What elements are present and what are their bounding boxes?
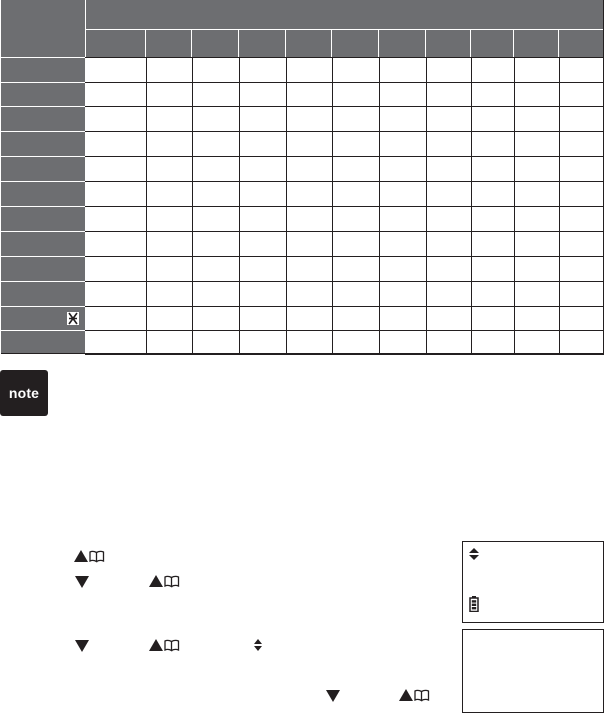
table-cell — [239, 307, 285, 330]
note-label: note — [8, 385, 40, 401]
table-cell — [514, 207, 558, 231]
down-arrow-icon — [74, 575, 90, 589]
table-cell — [514, 83, 558, 106]
table-cell — [239, 257, 285, 281]
table-cell — [471, 83, 513, 106]
table-cell — [146, 132, 191, 156]
table-cell — [332, 157, 378, 181]
table-cell — [286, 207, 331, 231]
table-cell — [86, 58, 145, 82]
table-cell — [86, 232, 145, 256]
table-cell — [192, 207, 238, 231]
table-subheader-row — [86, 30, 604, 57]
table-cell — [426, 331, 470, 354]
table-subheader-divider — [558, 30, 559, 57]
table-cell — [471, 58, 513, 82]
table-cell — [192, 331, 238, 354]
table-row-header — [1, 157, 85, 181]
table-cell — [286, 83, 331, 106]
table-cell — [239, 58, 285, 82]
table-cell — [86, 157, 145, 181]
up-down-scroll-icon — [253, 638, 263, 652]
table-corner-header — [1, 0, 85, 57]
up-arrow-phonebook-icon — [148, 574, 180, 588]
table-row-divider — [85, 131, 604, 132]
table-row-divider — [85, 82, 604, 83]
table-cell — [86, 182, 145, 206]
table-cell — [426, 257, 470, 281]
down-arrow-icon — [74, 639, 90, 653]
table-cell — [239, 331, 285, 354]
table-cell — [379, 331, 425, 354]
table-row-divider — [85, 330, 604, 331]
table-cell — [86, 107, 145, 131]
table-bottom-border — [1, 353, 604, 354]
table-cell — [426, 182, 470, 206]
table-subheader-divider — [238, 30, 239, 57]
table-cell — [146, 83, 191, 106]
table-cell — [239, 107, 285, 131]
table-cell — [379, 257, 425, 281]
table-cell — [286, 307, 331, 330]
table-cell — [379, 132, 425, 156]
table-cell — [239, 282, 285, 306]
table-row-divider — [85, 306, 604, 307]
table-cell — [426, 282, 470, 306]
up-arrow-phonebook-icon — [73, 549, 105, 563]
table-cell — [286, 157, 331, 181]
table-cell — [286, 182, 331, 206]
table-cell — [146, 232, 191, 256]
table-cell — [86, 331, 145, 354]
table-cell — [514, 282, 558, 306]
table-row-header-star — [1, 307, 85, 330]
star-key-icon — [67, 312, 79, 325]
table-cell — [286, 257, 331, 281]
table-cell — [514, 157, 558, 181]
table-cell — [514, 331, 558, 354]
down-arrow-icon — [325, 689, 341, 703]
table-row-divider — [85, 156, 604, 157]
table-cell — [426, 107, 470, 131]
table-cell — [192, 157, 238, 181]
table-cell — [379, 83, 425, 106]
table-cell — [559, 282, 604, 306]
table-cell — [192, 282, 238, 306]
table-cell — [559, 182, 604, 206]
table-cell — [332, 182, 378, 206]
table-subheader-divider — [513, 30, 514, 57]
table-cell — [332, 107, 378, 131]
table-cell — [192, 307, 238, 330]
table-cell — [286, 331, 331, 354]
table-row-header — [1, 282, 85, 306]
table-cell — [379, 107, 425, 131]
up-arrow-phonebook-icon — [398, 688, 430, 702]
table-cell — [471, 132, 513, 156]
table-subheader-divider — [145, 30, 146, 57]
table-row-header — [1, 207, 85, 231]
table-cell — [146, 157, 191, 181]
table-cell — [379, 157, 425, 181]
table-cell — [426, 232, 470, 256]
table-row-divider — [85, 106, 604, 107]
table-cell — [471, 107, 513, 131]
table-cell — [514, 307, 558, 330]
character-table — [1, 0, 604, 354]
table-merged-header — [86, 0, 604, 29]
table-cell — [192, 132, 238, 156]
table-cell — [146, 331, 191, 354]
table-row-header — [1, 58, 85, 82]
table-cell — [559, 232, 604, 256]
table-row-divider — [85, 206, 604, 207]
table-cell — [426, 58, 470, 82]
table-cell — [379, 207, 425, 231]
table-cell — [239, 182, 285, 206]
table-cell — [286, 58, 331, 82]
table-cell — [239, 232, 285, 256]
table-cell — [559, 307, 604, 330]
table-cell — [426, 132, 470, 156]
up-down-scroll-icon — [468, 547, 480, 561]
table-cell — [332, 232, 378, 256]
table-cell — [286, 282, 331, 306]
table-cell — [514, 132, 558, 156]
table-cell — [332, 307, 378, 330]
table-cell — [146, 207, 191, 231]
table-cell — [192, 232, 238, 256]
table-row-divider — [85, 281, 604, 282]
table-cell — [192, 58, 238, 82]
table-cell — [471, 331, 513, 354]
table-cell — [332, 331, 378, 354]
table-cell — [471, 257, 513, 281]
table-cell — [471, 232, 513, 256]
table-subheader-divider — [470, 30, 471, 57]
table-subheader-divider — [331, 30, 332, 57]
table-cell — [559, 331, 604, 354]
table-cell — [559, 257, 604, 281]
table-row-divider — [85, 181, 604, 182]
table-cell — [332, 257, 378, 281]
lcd-screen-2 — [462, 629, 604, 713]
table-cell — [559, 207, 604, 231]
table-cell — [86, 307, 145, 330]
table-cell — [86, 207, 145, 231]
table-row-divider — [85, 231, 604, 232]
table-row-divider — [85, 57, 604, 58]
table-cell — [514, 107, 558, 131]
table-cell — [332, 207, 378, 231]
table-cell — [332, 282, 378, 306]
table-cell — [559, 157, 604, 181]
table-cell — [379, 232, 425, 256]
table-cell — [239, 207, 285, 231]
table-cell — [559, 107, 604, 131]
table-cell — [192, 107, 238, 131]
table-row-header — [1, 83, 85, 106]
table-cell — [86, 132, 145, 156]
table-cell — [471, 182, 513, 206]
battery-icon — [469, 596, 479, 612]
table-cell — [86, 83, 145, 106]
table-cell — [379, 182, 425, 206]
table-cell — [192, 257, 238, 281]
lcd-screen-1 — [462, 541, 604, 623]
table-cell — [471, 282, 513, 306]
table-row-header — [1, 132, 85, 156]
table-cell — [332, 83, 378, 106]
table-cell — [332, 132, 378, 156]
table-cell — [192, 182, 238, 206]
table-cell — [379, 282, 425, 306]
table-cell — [146, 58, 191, 82]
table-subheader-divider — [191, 30, 192, 57]
table-row-header — [1, 182, 85, 206]
table-subheader-divider — [378, 30, 379, 57]
table-cell — [379, 58, 425, 82]
table-cell — [559, 132, 604, 156]
table-cell — [559, 58, 604, 82]
table-cell — [146, 307, 191, 330]
table-cell — [426, 83, 470, 106]
table-cell — [146, 107, 191, 131]
table-cell — [514, 182, 558, 206]
table-subheader-divider — [85, 30, 86, 57]
note-badge — [0, 370, 48, 416]
table-row-header — [1, 107, 85, 131]
table-cell — [286, 132, 331, 156]
table-cell — [471, 207, 513, 231]
table-cell — [239, 157, 285, 181]
table-cell — [239, 132, 285, 156]
table-row-header — [1, 331, 85, 354]
table-cell — [379, 307, 425, 330]
table-cell — [426, 207, 470, 231]
table-cell — [559, 83, 604, 106]
table-subheader-divider — [285, 30, 286, 57]
table-cell — [146, 282, 191, 306]
table-cell — [426, 157, 470, 181]
table-subheader-divider — [425, 30, 426, 57]
table-cell — [86, 282, 145, 306]
table-cell — [426, 307, 470, 330]
table-cell — [514, 58, 558, 82]
table-cell — [471, 307, 513, 330]
table-row-header — [1, 257, 85, 281]
table-row-header — [1, 232, 85, 256]
up-arrow-phonebook-icon — [148, 638, 180, 652]
table-row-divider — [85, 354, 604, 355]
table-cell — [239, 83, 285, 106]
table-cell — [286, 232, 331, 256]
table-cell — [146, 182, 191, 206]
table-row-divider — [85, 256, 604, 257]
table-cell — [192, 83, 238, 106]
table-cell — [286, 107, 331, 131]
table-cell — [332, 58, 378, 82]
table-cell — [471, 157, 513, 181]
table-cell — [514, 257, 558, 281]
table-cell — [86, 257, 145, 281]
table-cell — [514, 232, 558, 256]
table-cell — [146, 257, 191, 281]
